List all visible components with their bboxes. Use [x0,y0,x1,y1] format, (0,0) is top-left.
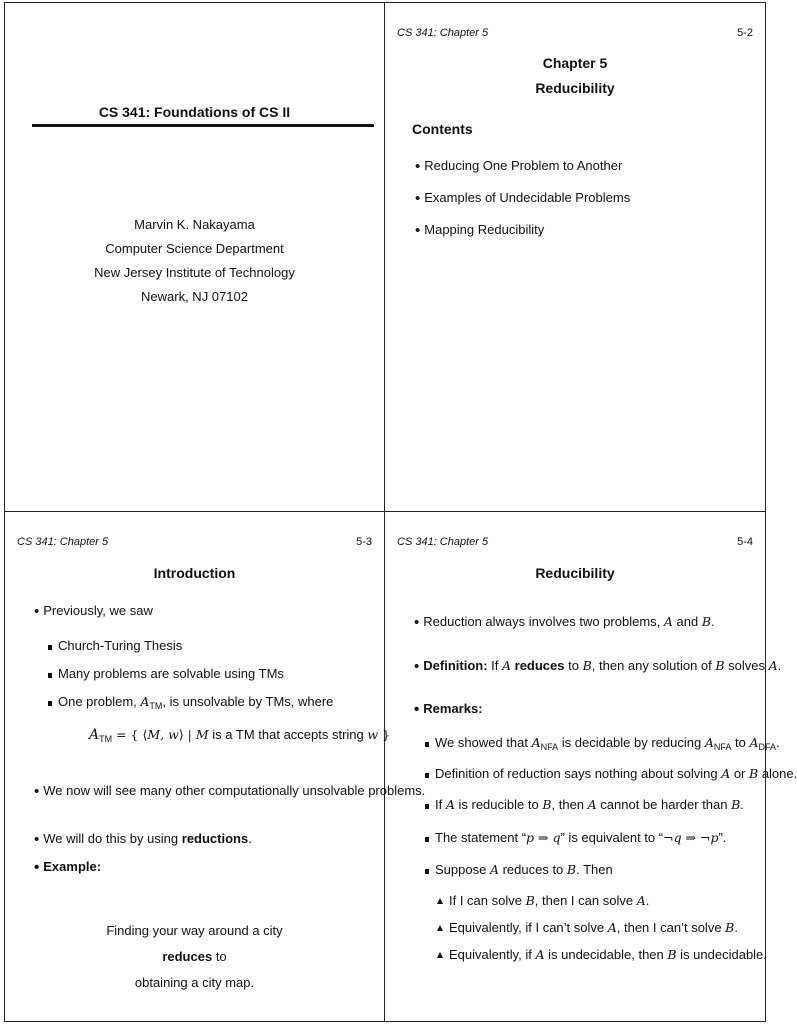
bullet-definition: • Definition: If A reduces to B, then any solution of B solves A. [414,658,781,675]
remark-suppose: Suppose A reduces to B. Then [425,862,613,877]
remark-definition: Definition of reduction says nothing about solving A or B alone. [425,766,797,781]
slide-title: Reducibility [535,565,615,581]
city-address: Newark, NJ 07102 [141,289,248,304]
slide-header-course: CS 341: Chapter 5 [17,536,109,548]
department: Computer Science Department [105,241,284,256]
slide-number: 5-4 [737,536,753,548]
square-bullet-icon [48,645,52,650]
contents-heading: Contents [412,121,473,137]
remark-contrapositive: The statement “p ⇒ q” is equivalent to “¬q ⇒ ¬p”. [425,830,726,845]
square-bullet-icon [425,742,429,747]
bullet-now: • We now will see many other computationally unsolvable problems. [34,783,425,800]
slide-number: 5-3 [356,536,372,548]
remark-anfa: We showed that $A_{NFA}$ is decidable by reducing $A_{NFA}$ to $A_{DFA}$. [425,735,780,752]
square-bullet-icon [48,673,52,678]
sub-bullet-atm: One problem, $A_{TM}$, is unsolvable by TMs, where [48,694,333,711]
square-bullet-icon [425,773,429,778]
slide-number: 5-2 [737,27,753,39]
atm-formula: $A_{TM}$ = { ⟨M, w⟩ | M is a TM that accepts string w } [89,727,391,744]
contents-item: • Examples of Undecidable Problems [415,190,630,207]
sub-bullet-church-turing: Church-Turing Thesis [48,638,182,653]
slide-reducibility [385,512,797,1022]
sub-remark-cant-solve: Equivalently, if I can’t solve A, then I can’t solve B. [437,920,738,935]
contents-item: • Reducing One Problem to Another [415,158,622,175]
triangle-bullet-icon [437,952,443,958]
slide-title: Reducibility [535,80,615,96]
bullet-two-problems: • Reduction always involves two problems, A and B. [414,614,715,631]
course-title: CS 341: Foundations of CS II [98,104,291,120]
slide-introduction [4,512,426,1022]
bullet-remarks: • Remarks: [414,701,483,718]
slide-contents [385,2,766,512]
square-bullet-icon [425,804,429,809]
example-line-3: obtaining a city map. [134,975,255,990]
slide-title-page [4,2,385,512]
remark-harder: If A is reducible to B, then A cannot be harder than B. [425,797,744,812]
title-rule [32,124,374,127]
slide-header-course: CS 341: Chapter 5 [397,536,489,548]
bullet-example: • Example: [34,859,101,876]
contents-item: • Mapping Reducibility [415,222,544,239]
slide-header-course: CS 341: Chapter 5 [397,27,489,39]
chapter-label: Chapter 5 [542,55,608,71]
example-line-1: Finding your way around a city [106,923,283,938]
sub-bullet-solvable: Many problems are solvable using TMs [48,666,284,681]
square-bullet-icon [48,701,52,706]
sub-remark-undecidable: Equivalently, if A is undecidable, then B is undecidable. [437,947,767,962]
sub-remark-solve-b: If I can solve B, then I can solve A. [437,893,649,908]
triangle-bullet-icon [437,925,443,931]
triangle-bullet-icon [437,898,443,904]
bullet-previously: • Previously, we saw [34,603,153,620]
example-line-2: reduces to [162,949,227,964]
institution: New Jersey Institute of Technology [94,265,295,280]
square-bullet-icon [425,869,429,874]
slide-title: Introduction [153,565,236,581]
square-bullet-icon [425,837,429,842]
author-name: Marvin K. Nakayama [134,217,255,232]
bullet-reductions: • We will do this by using reductions. [34,831,252,848]
